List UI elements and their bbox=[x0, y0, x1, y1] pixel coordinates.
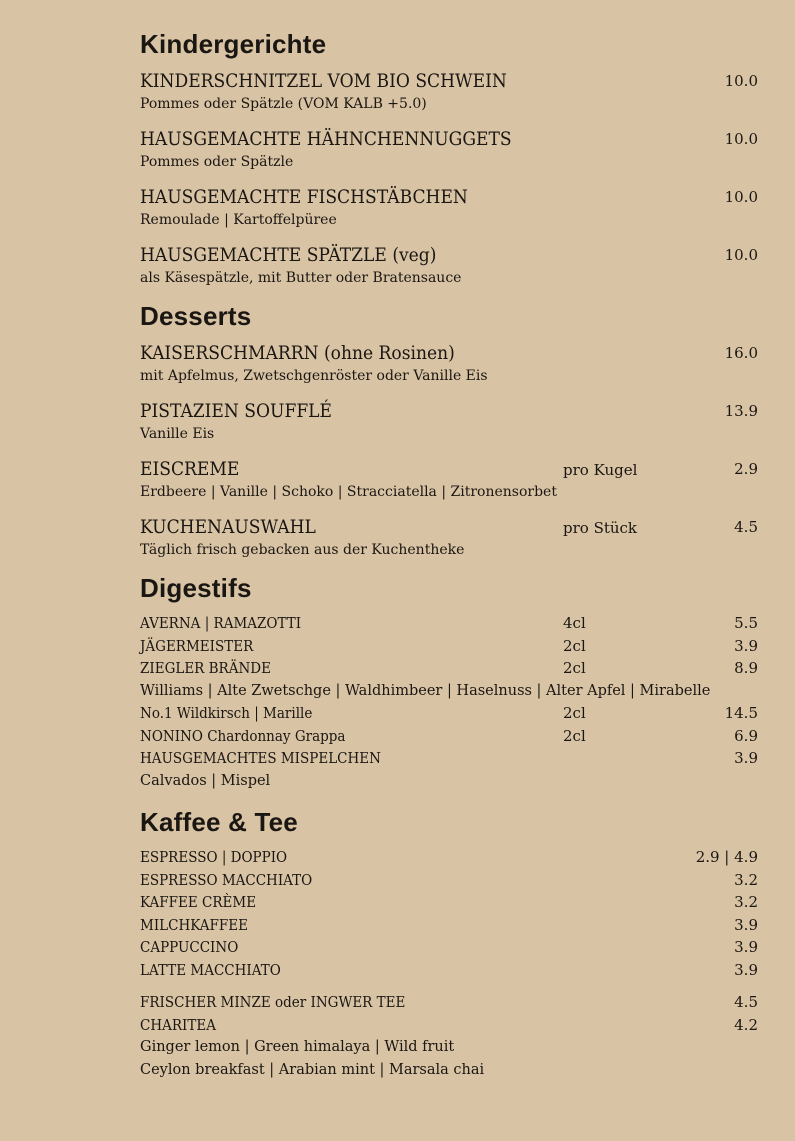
drink-unit: 4cl bbox=[563, 614, 586, 632]
drink-name: ESPRESSO | DOPPIO bbox=[140, 848, 288, 866]
item-description: Pommes oder Spätzle (VOM KALB +5.0) bbox=[140, 96, 427, 112]
drink-name: CHARITEA bbox=[140, 1015, 216, 1034]
spacer bbox=[140, 981, 758, 991]
drink-row bbox=[140, 959, 758, 982]
drink-price: 3.9 bbox=[734, 749, 758, 767]
drink-row bbox=[140, 869, 758, 892]
item-name: EISCREME bbox=[140, 458, 240, 480]
drink-price: 6.9 bbox=[734, 726, 758, 745]
menu-item bbox=[140, 184, 758, 230]
item-unit: pro Kugel bbox=[563, 461, 638, 479]
item-price: 10.0 bbox=[724, 72, 758, 90]
section-title-kindergerichte: Kindergerichte bbox=[140, 29, 327, 59]
drink-row bbox=[140, 747, 758, 770]
drink-name: MILCHKAFFEE bbox=[140, 915, 248, 934]
item-name: KINDERSCHNITZEL VOM BIO SCHWEIN bbox=[140, 70, 507, 92]
drink-price: 4.5 bbox=[734, 993, 758, 1011]
drink-row bbox=[140, 846, 758, 869]
drink-price: 2.9 | 4.9 bbox=[695, 848, 758, 866]
item-description: mit Apfelmus, Zwetschgenröster oder Vanille Eis bbox=[140, 368, 488, 384]
drink-row bbox=[140, 991, 758, 1014]
drink-price: 3.9 bbox=[734, 960, 758, 979]
drink-description: Williams | Alte Zwetschge | Waldhimbeer | Haselnuss | Alter Apfel | Mirabelle bbox=[140, 682, 711, 699]
item-name: KAISERSCHMARRN (ohne Rosinen) bbox=[140, 342, 455, 364]
drink-name: NONINO Chardonnay Grappa bbox=[140, 726, 346, 745]
drink-unit: 2cl bbox=[563, 659, 586, 677]
menu-item bbox=[140, 68, 758, 114]
drink-price: 3.9 bbox=[734, 636, 758, 655]
section-title-kaffee-tee: Kaffee & Tee bbox=[140, 807, 298, 837]
item-price: 2.9 bbox=[734, 460, 758, 478]
item-description: Vanille Eis bbox=[140, 426, 215, 442]
tea-description: Ceylon breakfast | Arabian mint | Marsala chai bbox=[140, 1061, 485, 1078]
section-title-digestifs: Digestifs bbox=[140, 573, 252, 603]
drink-row bbox=[140, 635, 758, 658]
item-price: 16.0 bbox=[724, 344, 758, 362]
item-description: Täglich frisch gebacken aus der Kuchentheke bbox=[140, 542, 465, 558]
item-price: 13.9 bbox=[724, 402, 758, 420]
drink-description: Calvados | Mispel bbox=[140, 772, 271, 789]
menu-item bbox=[140, 514, 758, 560]
drink-name: HAUSGEMACHTES MISPELCHEN bbox=[140, 749, 381, 767]
menu-item bbox=[140, 340, 758, 386]
drink-row bbox=[140, 914, 758, 937]
drink-name: CAPPUCCINO bbox=[140, 938, 239, 956]
menu-item bbox=[140, 456, 758, 502]
tea-description: Ginger lemon | Green himalaya | Wild fruit bbox=[140, 1039, 455, 1055]
drink-price: 3.2 bbox=[734, 893, 758, 911]
item-description: als Käsespätzle, mit Butter oder Bratensauce bbox=[140, 270, 462, 286]
item-price: 10.0 bbox=[724, 246, 758, 264]
drink-price: 5.5 bbox=[734, 614, 758, 632]
drink-name: No.1 Wildkirsch | Marille bbox=[140, 704, 313, 722]
item-name: PISTAZIEN SOUFFLÉ bbox=[140, 400, 333, 422]
drink-price: 3.9 bbox=[734, 915, 758, 934]
drink-unit: 2cl bbox=[563, 726, 586, 745]
drink-row bbox=[140, 702, 758, 725]
item-name: HAUSGEMACHTE SPÄTZLE (veg) bbox=[140, 244, 437, 266]
item-price: 10.0 bbox=[724, 130, 758, 148]
drink-row bbox=[140, 612, 758, 635]
drink-row bbox=[140, 725, 758, 748]
item-name: HAUSGEMACHTE HÄHNCHENNUGGETS bbox=[140, 128, 512, 150]
item-name: HAUSGEMACHTE FISCHSTÄBCHEN bbox=[140, 186, 468, 208]
menu-item bbox=[140, 242, 758, 288]
item-price: 4.5 bbox=[734, 518, 758, 536]
item-unit: pro Stück bbox=[563, 519, 638, 537]
menu-content bbox=[140, 28, 758, 1081]
item-description: Remoulade | Kartoffelpüree bbox=[140, 212, 337, 228]
drink-name: AVERNA | RAMAZOTTI bbox=[140, 614, 302, 632]
drink-row bbox=[140, 1014, 758, 1037]
drink-price: 3.9 bbox=[734, 938, 758, 956]
drink-price: 3.2 bbox=[734, 870, 758, 889]
drink-row bbox=[140, 657, 758, 680]
item-name: KUCHENAUSWAHL bbox=[140, 516, 316, 538]
item-description: Pommes oder Spätzle bbox=[140, 154, 294, 170]
drink-row bbox=[140, 891, 758, 914]
item-description: Erdbeere | Vanille | Schoko | Stracciatella | Zitronensorbet bbox=[140, 484, 557, 500]
drink-name: FRISCHER MINZE oder INGWER TEE bbox=[140, 993, 406, 1011]
drink-price: 14.5 bbox=[724, 704, 758, 722]
drink-price: 8.9 bbox=[734, 659, 758, 677]
drink-unit: 2cl bbox=[563, 636, 586, 655]
drink-price: 4.2 bbox=[734, 1015, 758, 1034]
item-price: 10.0 bbox=[724, 188, 758, 206]
drink-unit: 2cl bbox=[563, 704, 586, 722]
menu-item bbox=[140, 398, 758, 444]
drink-name: LATTE MACCHIATO bbox=[140, 960, 281, 979]
drink-name: ESPRESSO MACCHIATO bbox=[140, 870, 313, 889]
drink-name: ZIEGLER BRÄNDE bbox=[140, 659, 271, 677]
drink-row bbox=[140, 936, 758, 959]
drink-name: JÄGERMEISTER bbox=[140, 636, 254, 655]
section-title-desserts: Desserts bbox=[140, 301, 252, 331]
drink-name: KAFFEE CRÈME bbox=[140, 893, 257, 911]
menu-item bbox=[140, 126, 758, 172]
